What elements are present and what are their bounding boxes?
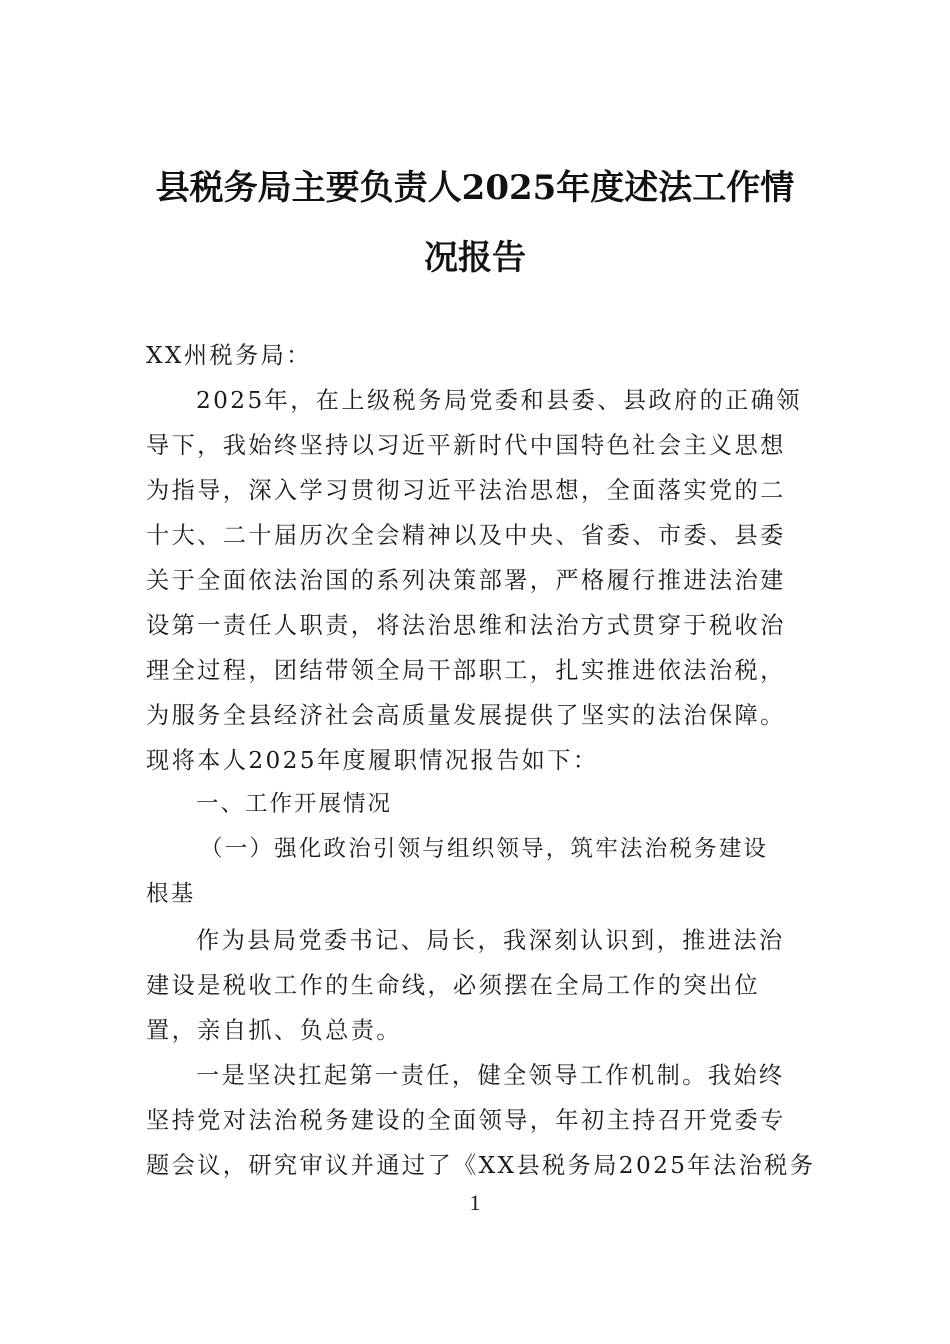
section-heading: 一、工作开展情况 [196,791,393,817]
body-line: 设第一责任人职责，将法治思维和法治方式贯穿于税收治 [146,612,786,639]
body-line: 置，亲自抓、负总责。 [146,1017,402,1044]
body-line: 理全过程，团结带领全局干部职工，扎实推进依法治税， [146,657,786,684]
document-title-line-1: 县税务局主要负责人2025年度述法工作情 [155,168,795,208]
body-line: 一是坚决扛起第一责任，健全领导工作机制。我始终 [196,1062,785,1089]
body-line: 关于全面依法治国的系列决策部署，严格履行推进法治建 [146,567,786,594]
page-number: 1 [469,1190,481,1215]
body-line: 题会议，研究审议并通过了《XX县税务局2025年法治税务 [146,1152,816,1179]
body-line: 作为县局党委书记、局长，我深刻认识到，推进法治 [196,927,785,954]
body-line: 导下，我始终坚持以习近平新时代中国特色社会主义思想 [146,432,786,459]
body-line: 建设是税收工作的生命线，必须摆在全局工作的突出位 [146,972,761,999]
body-line: 坚持党对法治税务建设的全面领导，年初主持召开党委专 [146,1107,786,1134]
salutation: XX州税务局： [146,342,312,369]
body-line: 2025年，在上级税务局党委和县委、县政府的正确领 [196,387,802,414]
body-line: 十大、二十届历次全会精神以及中央、省委、市委、县委 [146,522,786,549]
subsection-heading-cont: 根基 [146,881,196,907]
document-title-line-2: 况报告 [424,238,526,278]
body-line: 为服务全县经济社会高质量发展提供了坚实的法治保障。 [146,702,786,729]
body-line: 现将本人2025年度履职情况报告如下： [146,747,599,774]
subsection-heading: （一）强化政治引领与组织领导，筑牢法治税务建设 [200,836,769,862]
body-line: 为指导，深入学习贯彻习近平法治思想，全面落实党的二 [146,477,786,504]
